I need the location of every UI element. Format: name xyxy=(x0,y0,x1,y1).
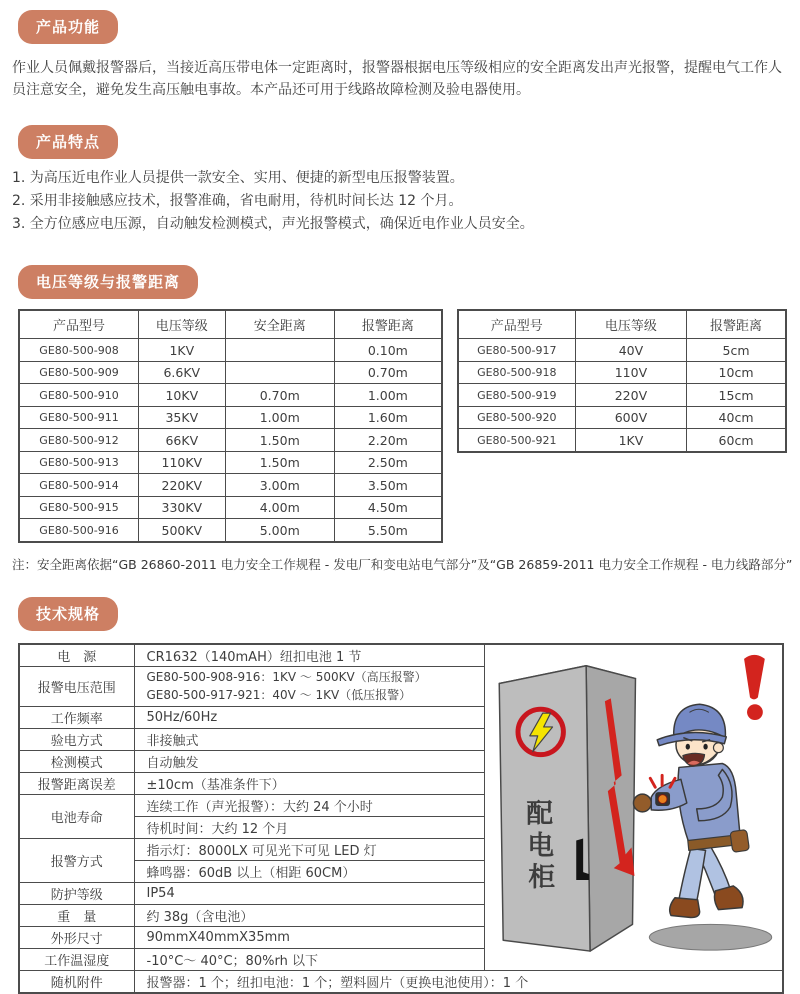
safe-distance-cell: 5.00m xyxy=(225,519,334,542)
model-cell: GE80-500-917 xyxy=(458,339,576,362)
spec-value xyxy=(134,666,484,706)
spec-value: IP54 xyxy=(134,882,484,904)
spec-label: 报警方式 xyxy=(19,838,134,882)
voltage-cell: 35KV xyxy=(139,406,226,429)
safe-distance-cell: 3.00m xyxy=(225,474,334,497)
alarm-distance-cell: 1.60m xyxy=(334,406,441,429)
voltage-cell: 500KV xyxy=(139,519,226,542)
voltage-cell: 66KV xyxy=(139,429,226,452)
safety-illustration xyxy=(484,644,783,971)
spec-value: 90mmX40mmX35mm xyxy=(134,926,484,948)
voltage-cell: 10KV xyxy=(139,384,226,407)
model-cell: GE80-500-915 xyxy=(19,496,139,519)
model-cell: GE80-500-911 xyxy=(19,406,139,429)
distribution-cabinet xyxy=(499,666,635,951)
voltage-cell: 330KV xyxy=(139,496,226,519)
voltage-cell: 40V xyxy=(575,339,686,362)
spec-value: 非接触式 xyxy=(134,728,484,750)
voltage-cell: 1KV xyxy=(575,429,686,452)
table-row xyxy=(458,384,786,407)
safe-distance-cell: 1.00m xyxy=(225,406,334,429)
table-header-row xyxy=(19,310,442,339)
feature-item: 1. 为高压近电作业人员提供一款安全、实用、便捷的新型电压报警装置。 xyxy=(12,170,464,187)
voltage-cell: 600V xyxy=(575,406,686,429)
spec-label: 报警距离误差 xyxy=(19,772,134,794)
column-header: 电压等级 xyxy=(139,310,226,339)
column-header: 电压等级 xyxy=(575,310,686,339)
exclamation-icon xyxy=(744,655,765,720)
alert-rays-icon xyxy=(650,775,675,787)
safe-distance-cell: 0.70m xyxy=(225,384,334,407)
cabinet-label xyxy=(526,799,555,893)
low-voltage-table xyxy=(457,309,787,453)
product-features-list xyxy=(12,167,785,235)
model-cell: GE80-500-908 xyxy=(19,339,139,362)
safe-distance-cell xyxy=(225,361,334,384)
work-glove xyxy=(633,794,651,812)
alarm-distance-cell: 1.00m xyxy=(334,384,441,407)
cabinet-label-char: 电 xyxy=(526,830,554,862)
product-function-paragraph: 作业人员佩戴报警器后，当接近高压带电体一定距离时，报警器根据电压等级相应的安全距离发出声光报警，提醒电气工作人员注意安全，避免发生高压触电事故。本产品还可用于线路故障检测及验电器使用。 xyxy=(12,60,782,98)
table-row xyxy=(19,474,442,497)
table-row xyxy=(19,429,442,452)
spec-label: 电 源 xyxy=(19,644,134,667)
model-cell: GE80-500-914 xyxy=(19,474,139,497)
alarm-distance-cell: 40cm xyxy=(687,406,786,429)
model-cell: GE80-500-920 xyxy=(458,406,576,429)
spec-value-line: 指示灯：8000LX 可见光下可见 LED 灯 xyxy=(134,838,484,860)
model-cell: GE80-500-919 xyxy=(458,384,576,407)
spec-label: 工作温湿度 xyxy=(19,948,134,970)
column-header: 报警距离 xyxy=(334,310,441,339)
spec-value-line: GE80-500-917-921：40V ～ 1KV（低压报警） xyxy=(146,688,412,703)
spec-label: 防护等级 xyxy=(19,882,134,904)
worker-near-cabinet-illustration xyxy=(487,647,780,957)
cabinet-label-char: 配 xyxy=(525,798,553,830)
voltage-cell: 1KV xyxy=(139,339,226,362)
table-row xyxy=(19,519,442,542)
section-title-product-features: 产品特点 xyxy=(18,125,118,159)
spec-value: 报警器：1 个；纽扣电池：1 个；塑料圆片（更换电池使用）：1 个 xyxy=(134,970,783,993)
spec-value-line: GE80-500-908-916：1KV ～ 500KV（高压报警） xyxy=(146,670,427,685)
table-row xyxy=(19,361,442,384)
spec-value: ±10cm（基准条件下） xyxy=(134,772,484,794)
model-cell: GE80-500-909 xyxy=(19,361,139,384)
tech-specs-table xyxy=(18,643,784,994)
column-header: 产品型号 xyxy=(458,310,576,339)
column-header: 报警距离 xyxy=(687,310,786,339)
feature-item: 3. 全方位感应电压源，自动触发检测模式，声光报警模式，确保近电作业人员安全。 xyxy=(12,215,534,232)
spec-row xyxy=(19,644,783,667)
alarm-distance-cell: 2.50m xyxy=(334,451,441,474)
model-cell: GE80-500-921 xyxy=(458,429,576,452)
table-row xyxy=(458,361,786,384)
model-cell: GE80-500-913 xyxy=(19,451,139,474)
spec-label: 验电方式 xyxy=(19,728,134,750)
voltage-tables-row xyxy=(18,309,787,543)
spec-value: 自动触发 xyxy=(134,750,484,772)
safety-distance-note: 注：安全距离依据“GB 26860-2011 电力安全工作规程 - 发电厂和变电站电气部分”及“GB 26859-2011 电力安全工作规程 - 电力线路部分” xyxy=(12,556,793,572)
model-cell: GE80-500-918 xyxy=(458,361,576,384)
spec-value: 约 38g（含电池） xyxy=(134,904,484,926)
voltage-cell: 220V xyxy=(575,384,686,407)
safe-distance-cell xyxy=(225,339,334,362)
alarm-distance-cell: 60cm xyxy=(687,429,786,452)
alarm-distance-cell: 5cm xyxy=(687,339,786,362)
table-row xyxy=(19,339,442,362)
spec-value: 50Hz/60Hz xyxy=(134,706,484,728)
spec-label: 随机附件 xyxy=(19,970,134,993)
voltage-cell: 110V xyxy=(575,361,686,384)
alarm-distance-cell: 5.50m xyxy=(334,519,441,542)
table-row xyxy=(19,384,442,407)
high-voltage-table xyxy=(18,309,443,543)
alarm-distance-cell: 15cm xyxy=(687,384,786,407)
section-title-voltage-levels: 电压等级与报警距离 xyxy=(18,265,198,299)
spec-label: 电池寿命 xyxy=(19,794,134,838)
spec-label: 报警电压范围 xyxy=(19,666,134,706)
feature-item: 2. 采用非接触感应技术，报警准确，省电耐用，待机时间长达 12 个月。 xyxy=(12,193,463,210)
spec-value-line: 连续工作（声光报警）：大约 24 个小时 xyxy=(134,794,484,816)
alarm-distance-cell: 10cm xyxy=(687,361,786,384)
safe-distance-cell: 4.00m xyxy=(225,496,334,519)
spec-value-line: 待机时间：大约 12 个月 xyxy=(134,816,484,838)
alarm-distance-cell: 3.50m xyxy=(334,474,441,497)
worker-boot xyxy=(714,886,743,910)
section-title-tech-specs: 技术规格 xyxy=(18,597,118,631)
spec-label: 外形尺寸 xyxy=(19,926,134,948)
spec-value: -10°C～ 40°C；80%rh 以下 xyxy=(134,948,484,970)
model-cell: GE80-500-910 xyxy=(19,384,139,407)
ground-shadow xyxy=(649,924,771,950)
worker-boot xyxy=(669,898,699,918)
table-header-row xyxy=(458,310,786,339)
alarm-distance-cell: 0.10m xyxy=(334,339,441,362)
table-row xyxy=(458,339,786,362)
safe-distance-cell: 1.50m xyxy=(225,429,334,452)
column-header: 产品型号 xyxy=(19,310,139,339)
belt-pouch xyxy=(729,829,749,852)
table-row xyxy=(19,496,442,519)
column-header: 安全距离 xyxy=(225,310,334,339)
voltage-cell: 220KV xyxy=(139,474,226,497)
spec-label: 重 量 xyxy=(19,904,134,926)
voltage-cell: 110KV xyxy=(139,451,226,474)
section-title-product-function: 产品功能 xyxy=(18,10,118,44)
model-cell: GE80-500-912 xyxy=(19,429,139,452)
table-row xyxy=(458,406,786,429)
alarm-distance-cell: 4.50m xyxy=(334,496,441,519)
safe-distance-cell: 1.50m xyxy=(225,451,334,474)
alarm-distance-cell: 0.70m xyxy=(334,361,441,384)
spec-label: 工作频率 xyxy=(19,706,134,728)
spec-value-line: 蜂鸣器：60dB 以上（相距 60CM） xyxy=(134,860,484,882)
alarm-distance-cell: 2.20m xyxy=(334,429,441,452)
voltage-cell: 6.6KV xyxy=(139,361,226,384)
cabinet-label-char: 柜 xyxy=(527,861,555,893)
model-cell: GE80-500-916 xyxy=(19,519,139,542)
table-row xyxy=(19,451,442,474)
worker-figure xyxy=(633,655,771,950)
table-row xyxy=(458,429,786,452)
spec-row xyxy=(19,970,783,993)
spec-label: 检测模式 xyxy=(19,750,134,772)
table-row xyxy=(19,406,442,429)
spec-value: CR1632（140mAH）纽扣电池 1 节 xyxy=(134,644,484,667)
